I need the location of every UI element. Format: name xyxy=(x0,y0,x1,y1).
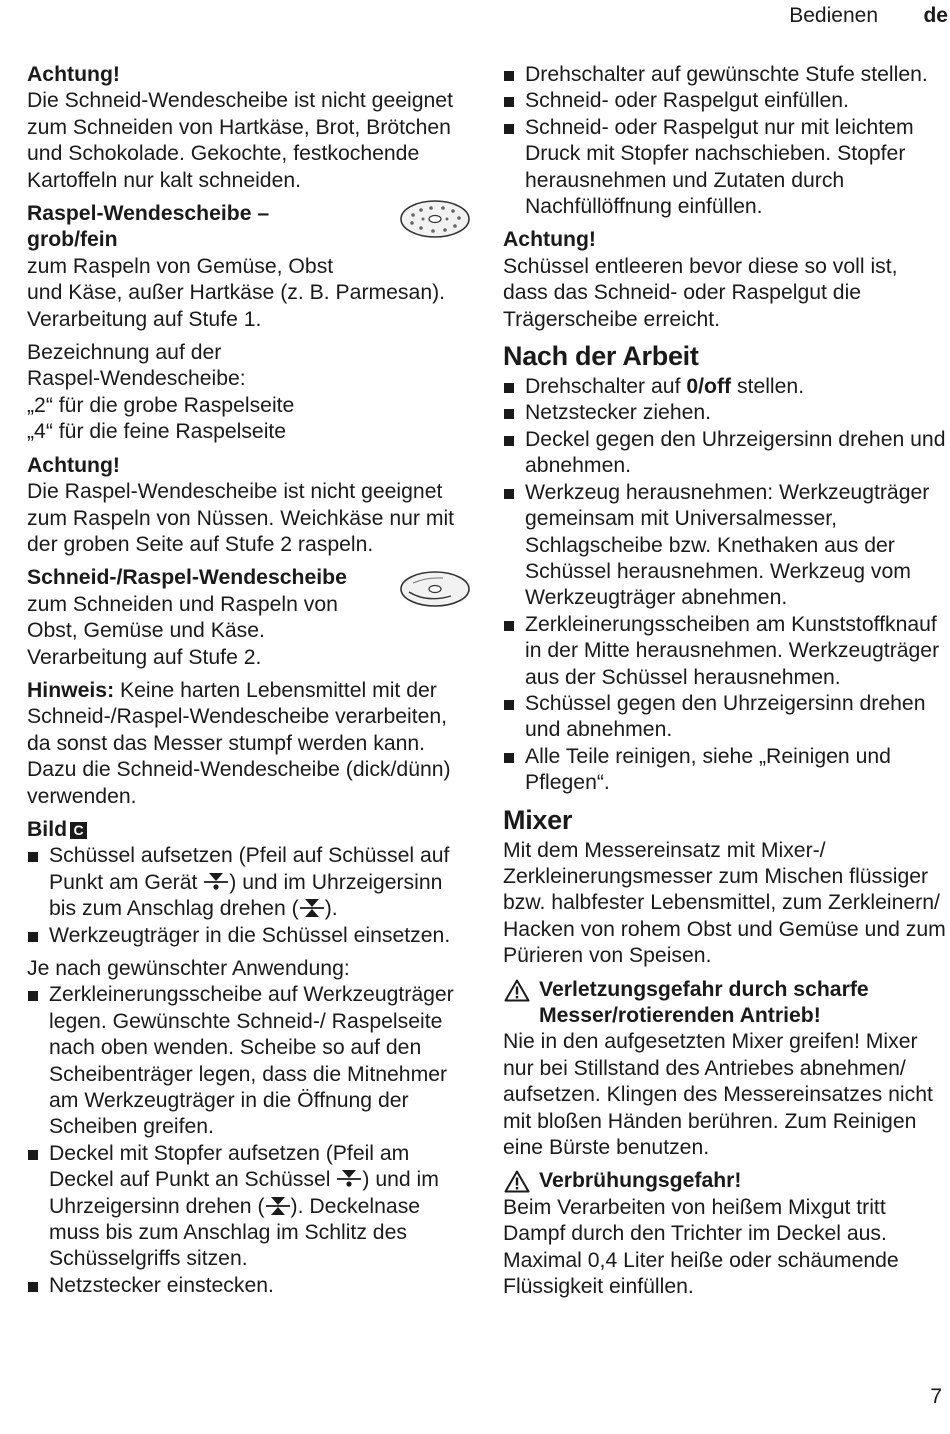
figure-letter: C xyxy=(70,822,87,839)
step-text: Netzstecker einstecken. xyxy=(49,1273,274,1297)
caution-text-3: Schüssel entleeren bevor diese so voll ist, dass das Schneid- oder Raspelgut die Trägerscheibe erreicht. xyxy=(503,254,898,331)
page-number: 7 xyxy=(930,1385,942,1408)
caution-title-3: Achtung! xyxy=(503,228,596,252)
step-text: Werkzeugträger in die Schüssel einsetzen. xyxy=(49,923,451,947)
warning-scald-title xyxy=(503,1168,948,1194)
list-item xyxy=(503,115,948,221)
square-bullet-icon xyxy=(504,71,514,81)
section-heading-after-work: Nach der Arbeit xyxy=(503,341,699,372)
slicing-disc-icon xyxy=(399,569,471,609)
square-bullet-icon xyxy=(504,621,514,631)
list-item xyxy=(27,1141,475,1273)
slicing-disc-line-1: zum Schneiden und Raspeln von xyxy=(27,592,338,616)
grater-disc-title-2: grob/fein xyxy=(27,228,118,252)
after-work-steps xyxy=(503,374,948,797)
warning-scald xyxy=(503,1168,948,1300)
caution-text: Die Schneid-Wendescheibe ist nicht geeignet zum Schneiden von Hartkäse, Brot, Brötchen und Schokolade. Gekochte, festkochende Kartoffeln nur kalt schneiden. xyxy=(27,89,453,192)
step-text: Schüssel aufsetzen (Pfeil auf Schüssel auf Punkt am Gerät xyxy=(49,844,450,894)
warning-triangle-icon xyxy=(504,979,530,1002)
assembly-steps xyxy=(27,843,475,949)
warning-triangle-icon xyxy=(504,1170,530,1193)
square-bullet-icon xyxy=(28,932,38,942)
step-text: Netzstecker ziehen. xyxy=(525,401,712,425)
step-text: Alle Teile reinigen, siehe „Reinigen und Pflegen“. xyxy=(525,744,891,795)
slicing-disc-line-3: Verarbeitung auf Stufe 2. xyxy=(27,645,262,669)
application-steps xyxy=(27,982,475,1299)
square-bullet-icon xyxy=(504,383,514,393)
slicing-disc-title: Schneid-/Raspel-Wendescheibe xyxy=(27,566,347,590)
list-item xyxy=(503,744,948,797)
lock-arrow-symbol-icon xyxy=(203,871,229,893)
warning-title-line: Verletzungsgefahr durch scharfe xyxy=(539,977,869,1001)
step-text: Schüssel gegen den Uhrzeigersinn drehen und abnehmen. xyxy=(525,691,926,742)
mixer-text: Mit dem Messereinsatz mit Mixer-/ Zerkleinerungsmesser zum Mischen flüssiger bzw. halbfester Lebensmittel, zum Zerkleinern/ Hacken von rohem Obst und Gemüse und zum Pürieren von Speisen. xyxy=(503,838,946,968)
note-label: Hinweis: xyxy=(27,678,115,702)
list-item xyxy=(27,843,475,922)
square-bullet-icon xyxy=(28,1282,38,1292)
list-item xyxy=(503,400,948,426)
square-bullet-icon xyxy=(504,489,514,499)
list-item xyxy=(503,374,948,400)
caution-text-2: Die Raspel-Wendescheibe ist nicht geeignet zum Raspeln von Nüssen. Weichkäse nur mit der groben Seite auf Stufe 2 raspeln. xyxy=(27,480,455,556)
square-bullet-icon xyxy=(504,124,514,134)
warning-injury xyxy=(503,977,948,1162)
list-item xyxy=(503,612,948,691)
list-item xyxy=(503,88,948,114)
marking-line-3: „2“ für die grobe Raspelseite xyxy=(27,393,295,417)
grater-disc-icon xyxy=(399,198,471,240)
caution-paragraph-2 xyxy=(27,453,475,559)
operation-steps xyxy=(503,62,948,220)
step-text: Schneid- oder Raspelgut einfüllen. xyxy=(525,89,849,113)
square-bullet-icon xyxy=(504,436,514,446)
step-text: Drehschalter auf gewünschte Stufe stellen. xyxy=(525,63,928,86)
right-column xyxy=(503,62,948,1307)
warning-title-line: Verbrühungsgefahr! xyxy=(539,1169,742,1193)
list-item xyxy=(503,691,948,744)
grater-disc-paragraph xyxy=(27,201,475,333)
list-item xyxy=(27,982,475,1140)
step-text: Schneid- oder Raspelgut nur mit leichtem Druck mit Stopfer nachschieben. Stopfer herausnehmen und Zutaten durch Nachfüllöffnung einfüllen. xyxy=(525,115,914,219)
step-text: ). xyxy=(324,897,338,921)
marking-line-2: Raspel-Wendescheibe: xyxy=(27,367,246,391)
step-text: Deckel gegen den Uhrzeigersinn drehen und abnehmen. xyxy=(525,427,946,478)
list-item xyxy=(503,427,948,480)
warning-injury-text: Nie in den aufgesetzten Mixer greifen! Mixer nur bei Stillstand des Antriebes abnehmen/ aufsetzen. Klingen des Messereinsatzes nicht mit bloßen Händen berühren. Zum Reinigen eine Bürste benutzen. xyxy=(503,1030,933,1160)
warning-injury-title xyxy=(503,977,948,1030)
switch-position: 0/off xyxy=(686,375,732,399)
grater-disc-text-2: und Käse, außer Hartkäse (z. B. Parmesan). xyxy=(27,281,446,305)
step-text: Zerkleinerungsscheiben am Kunststoffknauf in der Mitte herausnehmen. Werkzeugträger aus der Schüssel herausnehmen. xyxy=(525,612,940,689)
list-item xyxy=(27,923,475,949)
grater-disc-text-1: zum Raspeln von Gemüse, Obst xyxy=(27,254,334,278)
square-bullet-icon xyxy=(28,1150,38,1160)
square-bullet-icon xyxy=(28,852,38,862)
step-text: Werkzeug herausnehmen: Werkzeugträger gemeinsam mit Universalmesser, Schlagscheibe bzw. Knethaken aus der Schüssel herausnehmen. Werkzeug vom Werkzeugträger abnehmen. xyxy=(525,480,930,610)
marking-line-1: Bezeichnung auf der xyxy=(27,341,222,365)
figure-ref xyxy=(27,817,475,843)
step-text: Drehschalter auf xyxy=(525,375,687,399)
marking-line-4: „4“ für die feine Raspelseite xyxy=(27,420,287,444)
caution-title-2: Achtung! xyxy=(27,453,120,477)
square-bullet-icon xyxy=(504,700,514,710)
square-bullet-icon xyxy=(504,409,514,419)
caution-paragraph xyxy=(27,62,475,194)
lock-arrow-symbol-icon xyxy=(265,1195,291,1217)
step-text: ) und im Uhrzeigersinn drehen ( xyxy=(49,1168,439,1218)
slicing-disc-line-2: Obst, Gemüse und Käse. xyxy=(27,619,265,643)
section-heading-mixer: Mixer xyxy=(503,804,573,835)
square-bullet-icon xyxy=(504,97,514,107)
slicing-disc-paragraph xyxy=(27,565,475,671)
list-item xyxy=(503,62,948,88)
caution-paragraph-3 xyxy=(503,227,948,333)
application-intro: Je nach gewünschter Anwendung: xyxy=(27,957,350,980)
step-text: ). Deckelnase muss bis zum Anschlag im Schlitz des Schüsselgriffs sitzen. xyxy=(49,1194,421,1271)
lock-arrow-symbol-icon xyxy=(299,897,325,919)
left-column xyxy=(27,62,475,1306)
step-text: Zerkleinerungsscheibe auf Werkzeugträger legen. Gewünschte Schneid-/ Raspelseite nach oben wenden. Scheibe so auf den Scheibenträger legen, dass die Mitnehmer am Werkzeugträger in die Öffnung der Scheiben greifen. xyxy=(49,983,454,1139)
marking-paragraph xyxy=(27,340,475,446)
grater-disc-text-3: Verarbeitung auf Stufe 1. xyxy=(27,307,262,331)
square-bullet-icon xyxy=(504,753,514,763)
lock-arrow-symbol-icon xyxy=(336,1168,362,1190)
figure-label: Bild xyxy=(27,817,68,841)
language-code: de xyxy=(923,4,948,27)
list-item xyxy=(503,480,948,612)
step-text: stellen. xyxy=(731,375,805,399)
note-text: Keine harten Lebensmittel mit der Schneid-/Raspel-Wendescheibe verarbeiten, da sonst das Messer stumpf werden kann. Dazu die Schneid-Wendescheibe (dick/dünn) verwenden. xyxy=(27,678,451,808)
warning-scald-text: Beim Verarbeiten von heißem Mixgut tritt Dampf durch den Trichter im Deckel aus. Maximal 0,4 Liter heiße oder schäumende Flüssigkeit einfüllen. xyxy=(503,1195,899,1299)
grater-disc-title-1: Raspel-Wendescheibe – xyxy=(27,202,270,226)
step-text: ) und im Uhrzeigersinn bis zum Anschlag drehen ( xyxy=(49,870,443,921)
step-text: Deckel mit Stopfer aufsetzen (Pfeil am Deckel auf Punkt an Schüssel xyxy=(49,1141,410,1192)
list-item xyxy=(27,1273,475,1299)
square-bullet-icon xyxy=(28,991,38,1001)
note-paragraph xyxy=(27,678,475,810)
caution-title: Achtung! xyxy=(27,63,120,86)
section-title: Bedienen xyxy=(789,4,878,27)
warning-title-line: Messer/rotierenden Antrieb! xyxy=(539,1004,821,1027)
